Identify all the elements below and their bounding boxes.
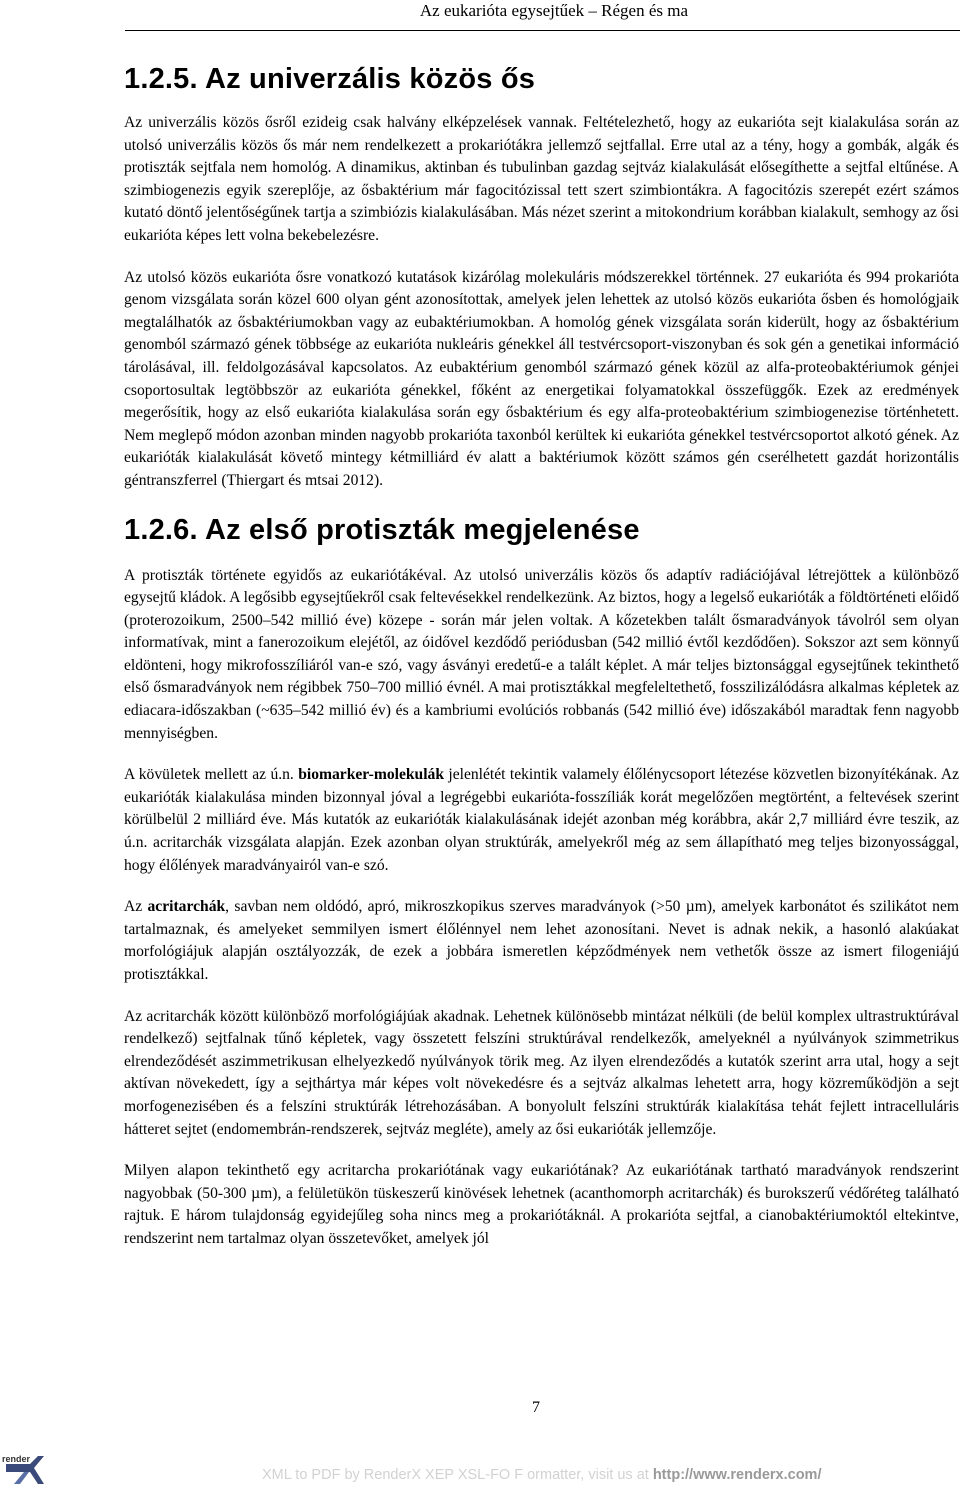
- text-run: jelenlétét tekintik valamely élőlénycsoport létezése közvetlen bizonyítékának. Az eukarióták kialakulása minden bizonnyal jóval a legrégebbi eukarióta-fosszíliák korát megelőzően megtörtént, a feltevések szerint körülbelül 2 milliárd éve. Más kutatók az eukarióták kialakulásának idejét azonban még korábbra, akár 2,7 milliárd évre teszik, az ú.n. acritarchák vizsgálata alapján. Ezek azonban olyan struktúrák, amelyekről még az sem állapítható meg teljes bizonyossággal, hogy élőlények maradványairól van-e szó.: [124, 766, 959, 874]
- bold-term-acritarch: acritarchák: [147, 898, 226, 916]
- section-heading-universal-ancestor: 1.2.5. Az univerzális közös ős: [124, 63, 536, 95]
- footer-text: XML to PDF by RenderX XEP XSL-FO F ormatter, visit us at: [262, 1467, 653, 1483]
- paragraph: Az utolsó közös eukarióta ősre vonatkozó kutatások kizárólag molekuláris módszerekkel történnek. 27 eukarióta és 994 prokarióta genom vizsgálata során közel 600 olyan gént azonosítottak, amelyek jelen lehettek az utolsó közös eukarióta ősben és homológjaik megtalálhatók az ősbaktériumokban vagy az eubaktériumokban. A homológ gének vizsgálata során kiderült, hogy az ősbaktérium genomból származó gének többsége az eukarióta nukleáris génekkel áll testvércsoport-viszonyban és sok gén a genetikai információ tárolásával, ill. feldolgozásával kapcsolatos. Az eubaktérium genomból származó gének közül az alfa-proteobaktériumok génjei csoportosultak legtöbbször az eukarióta génekkel, főként az energetikai folyamatokkal összefüggők. Ezek az eredmények megerősítik, hogy az első eukarióta kialakulása során egy ősbaktérium és egy alfa-proteobaktérium szimbiogenezise történhetett. Nem meglepő módon azonban minden nagyobb prokarióta taxonból kerültek ki eukarióta génekkel testvércsoportot alkotó gének. Az eukarióták kialakulását követő mintegy kétmilliárd év alatt a baktériumok között számos gén cserélhetett gazdát horizontális géntranszferrel (Thiergart és mtsai 2012).: [124, 268, 959, 489]
- text-run: Az: [124, 898, 148, 916]
- renderx-logo-icon: [0, 1450, 46, 1486]
- section-heading-first-protists: 1.2.6. Az első protiszták megjelenése: [124, 513, 640, 546]
- paragraph: Az univerzális közös ősről ezideig csak halvány elképzelések vannak. Feltételezhető, hogy az eukarióta sejt kialakulása során az utolsó univerzális közös ős már nem rendelkezett a prokariótákra jellemző sejtfallal. Erre utal az a tény, hogy a gombák, algák és protiszták sejtfala nem homológ. A dinamikus, aktinban és tubulinban gazdag sejtváz kialakulását elősegíthette a sejtfal eltűnése. A szimbiogenezis egyik szereplője, az ősbaktérium már fagocitózissal tett szert szimbiontákra. A fagocitózis szerepét ezért számos kutató döntő jelentőségűnek tartja a szimbiózis kialakulásában. Más nézet szerint a mitokondrium korábban kialakult, semhogy az ősi eukarióta képes lett volna bekebelezésre.: [124, 114, 959, 244]
- renderx-logo: [0, 1450, 46, 1486]
- footer-link[interactable]: http://www.renderx.com/: [652, 1467, 822, 1483]
- running-header: Az eukarióta egysejtűek – Régen és ma: [419, 1, 688, 20]
- paragraph: Az acritarchák között különböző morfológiájúak akadnak. Lehetnek különösebb mintázat nélküli (de belül komplex ultrastruktúrával rendelkező) sejtfalnak tűnő képletek, vagy összetett felszíni struktúrával rendelkezők, amelyeknél a nyúlványok szimmetrikus elrendeződését aszimmetrikusan elhelyezkedő nyúlványok törik meg. Az ilyen elrendeződés a kutatók szerint arra utal, hogy a sejt aktívan növekedett, így a sejthártya már képes volt növekedésre és a sejtváz alkalmas lehetett arra, hogy közreműködjön a sejt morfogenezisében és a felszíni struktúrák létrehozásában. A bonyolult felszíni struktúrák kialakítása tehát fejlett intracelluláris hátteret sejtet (endomembrán-rendszerek, sejtváz megléte), amely az ősi eukarióták jellemzője.: [124, 1007, 959, 1138]
- header-rule: [125, 30, 960, 31]
- paragraph: Milyen alapon tekinthető egy acritarcha prokariótának vagy eukariótának? Az eukariótának tartható maradványok rendszerint nagyobbak (50-300 µm), a felületükön tüskeszerű kinövések lehetnek (acanthomorph acritarchák) és burokszerű védőréteg található rajtuk. E három tulajdonság egyidejűleg soha nincs meg a prokariótáknál. A prokarióta sejtfal, a cianobaktériumoktól eltekintve, rendszerint nem tartalmaz olyan összetevőket, amelyek jól: [124, 1162, 959, 1247]
- page-number: 7: [532, 1399, 540, 1416]
- text-run: A kövületek mellett az ú.n.: [124, 766, 299, 784]
- page-content: [124, 62, 959, 1270]
- logo-wordmark: render: [2, 1454, 31, 1464]
- paragraph-acritarch: [124, 896, 959, 986]
- bold-term-biomarker: biomarker-molekulák: [298, 766, 445, 784]
- paragraph: A protiszták története egyidős az eukariótákéval. Az utolsó univerzális közös ős adaptív radiációjával létrejöttek a különböző egysejtű kládok. A legősibb egysejtűekről csak feltevésekkel rendelkezünk. Az biztos, hogy a legelső eukarióták a földtörténeti előidő (proterozoikum, 2500–542 millió éve) közepe - során már jelen voltak. A kőzetekben talált ősmaradványok távolról sem olyan informatívak, mint a fanerozoikum elejétől, az óidővel kezdődő periódusban (542 millió évtől kezdődően). Sokszor azt sem könnyű eldönteni, hogy mikrofosszíliáról van-e szó, vagy ásványi eredetű-e a talált képlet. A már teljes biztonsággal egysejtűnek tekinthető első ősmaradványok nem régibbek 750–700 millió évnél. A mai protisztákkal megfeleltethető, fosszilizálódásra alkalmas képletek az ediacara-időszakban (~635–542 millió év) és a kambriumi evolúciós robbanás (542 millió éve) időszakából maradtak fenn nagyobb mennyiségben.: [124, 566, 959, 742]
- footer: [262, 1467, 821, 1483]
- paragraph-biomarker: [124, 764, 959, 877]
- text-run: , savban nem oldódó, apró, mikroszkopikus szerves maradványok (>50 µm), amelyek karbonátot és szilikátot nem tartalmaznak, és amelyeket semmilyen ismert élőlénnyel nem lehet azonosítani. Nevet is adnak nekik, a hasonló alakúakat morfológiájuk alapján osztályozzák, de ezek a jobbára ismeretlen képződmények nem vethetők össze az ismert filogeniájú protisztákkal.: [124, 898, 959, 983]
